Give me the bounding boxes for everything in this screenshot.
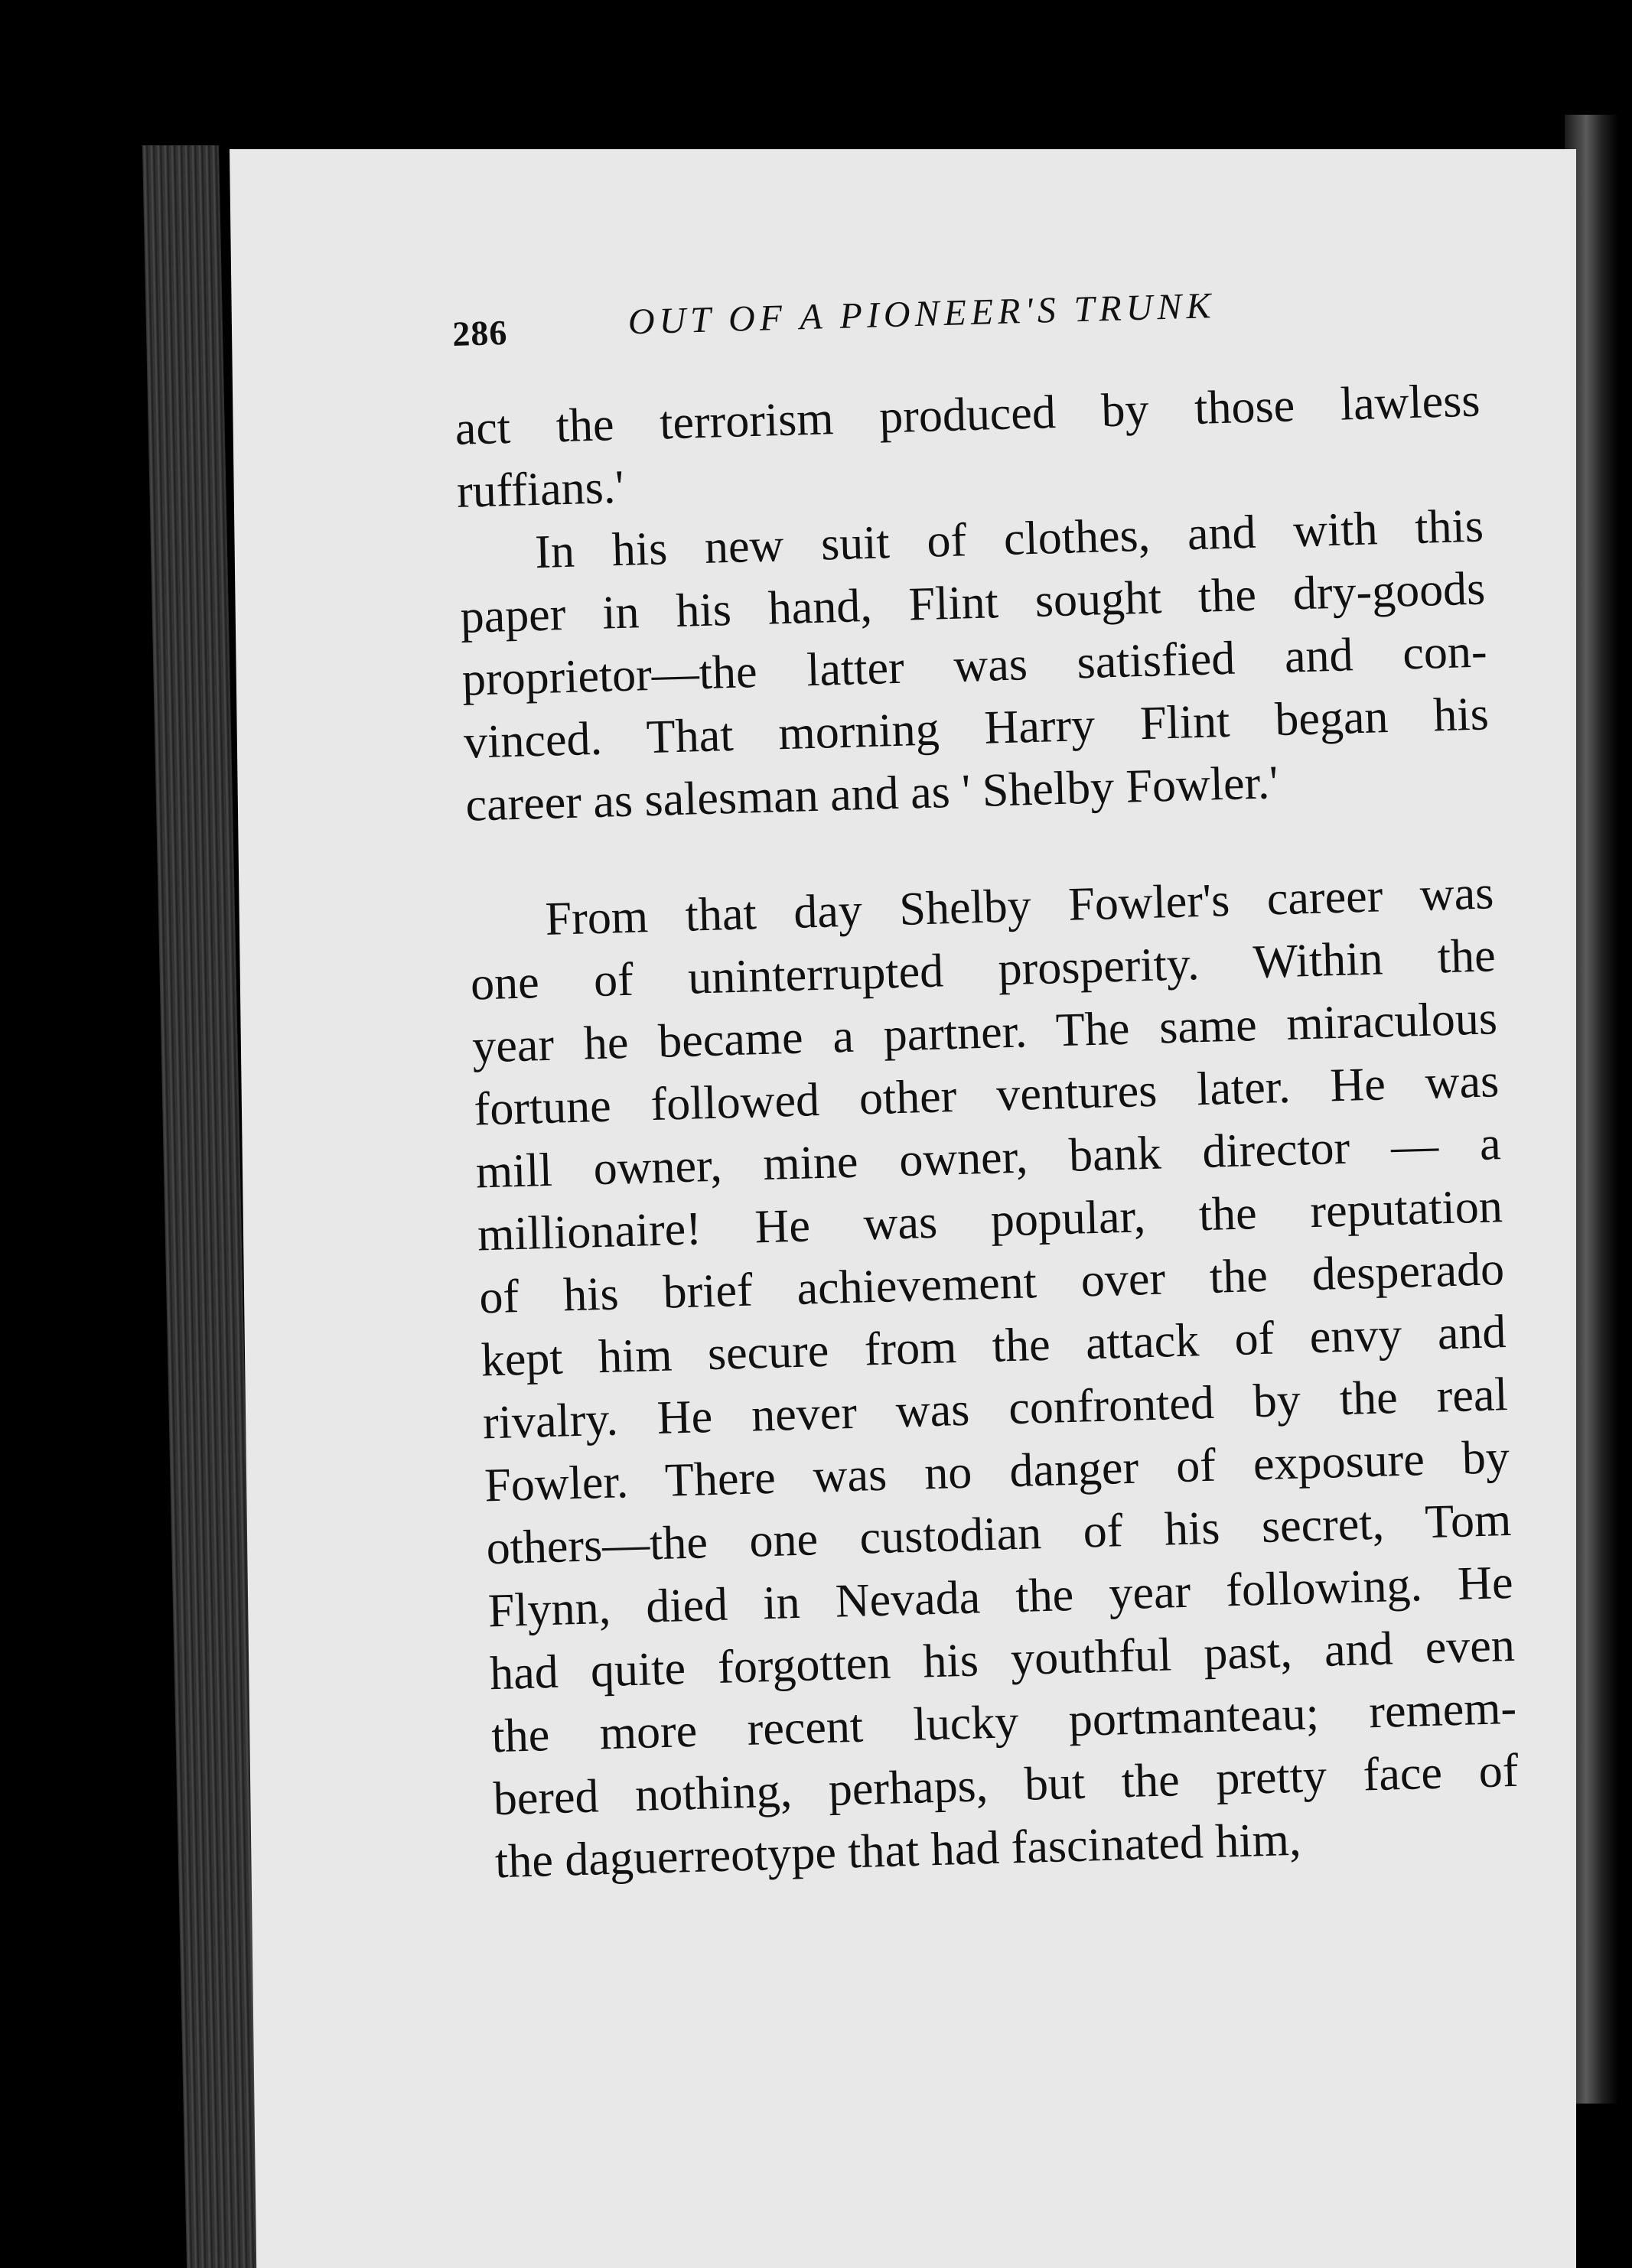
text-line: fortune followed other ventures later. He was — [473, 1055, 1500, 1136]
text-line: bered nothing, perhaps, but the pretty face of — [492, 1744, 1520, 1826]
text-line: the daguerreotype that had fascinated him, — [494, 1813, 1302, 1889]
text-line: Flynn, died in Nevada the year following. He — [487, 1556, 1514, 1638]
page-text-block — [451, 270, 1521, 1894]
paragraph-2 — [458, 494, 1491, 836]
text-line: career as salesman and as ' Shelby Fowler.' — [464, 757, 1279, 831]
text-line: paper in his hand, Flint sought the dry-goods — [459, 562, 1487, 643]
text-line: kept him secure from the attack of envy and — [480, 1306, 1507, 1387]
text-line: millionaire! He was popular, the reputation — [477, 1180, 1503, 1261]
running-title: OUT OF A PIONEER'S TRUNK — [627, 285, 1217, 343]
text-line: vinced. That morning Harry Flint began his — [463, 688, 1490, 769]
text-line: year he became a partner. The same miraculous — [471, 992, 1498, 1073]
text-line: rivalry. He never was confronted by the real — [482, 1368, 1509, 1450]
text-line: one of uninterrupted prosperity. Within the — [470, 929, 1497, 1010]
text-line: In his new suit of clothes, and with this — [534, 499, 1484, 579]
text-line: had quite forgotten his youthful past, and even — [489, 1619, 1516, 1700]
text-line: act the terrorism produced by those lawless — [454, 374, 1481, 455]
text-line: proprietor—the latter was satisfied and con- — [461, 625, 1488, 706]
text-line: From that day Shelby Fowler's career was — [544, 867, 1495, 945]
text-line: the more recent lucky portmanteau; remem- — [490, 1681, 1517, 1763]
text-line: others—the one custodian of his secret, Tom — [485, 1493, 1513, 1575]
text-line: Fowler. There was no danger of exposure by — [484, 1430, 1510, 1512]
page-number: 286 — [451, 312, 508, 353]
text-line: mill owner, mine owner, bank director — a — [474, 1118, 1502, 1199]
paragraph-3 — [468, 861, 1521, 1893]
text-line: of his brief achievement over the desperado — [478, 1243, 1505, 1324]
text-line: ruffians.' — [456, 460, 625, 518]
